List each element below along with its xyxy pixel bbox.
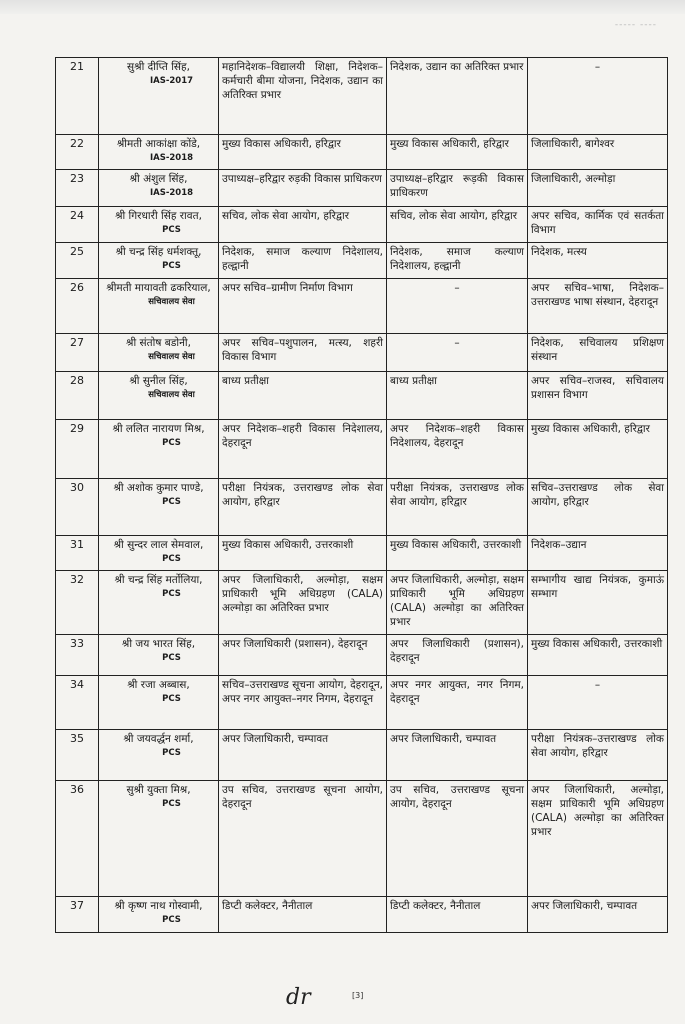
retained-posting: मुख्य विकास अधिकारी, उत्तरकाशी <box>387 536 528 571</box>
retained-posting: अपर जिलाधिकारी (प्रशासन), देहरादून <box>387 635 528 676</box>
new-posting: अपर सचिव, कार्मिक एवं सतर्कता विभाग <box>528 207 668 243</box>
new-posting: निदेशक–उद्यान <box>528 536 668 571</box>
officer-service: PCS <box>162 653 181 663</box>
officer-name: श्री जयवर्द्धन शर्मा, <box>123 733 194 745</box>
new-posting: परीक्षा नियंत्रक–उत्तराखण्ड लोक सेवा आयोग, हरिद्वार <box>528 730 668 781</box>
table-row <box>56 243 668 279</box>
retained-posting: – <box>387 279 528 334</box>
officer-cell <box>99 897 219 933</box>
new-posting: निदेशक, मत्स्य <box>528 243 668 279</box>
serial-number: 27 <box>56 334 99 372</box>
officer-name: श्री सुन्दर लाल सेमवाल, <box>113 539 204 551</box>
officer-cell <box>99 571 219 635</box>
current-posting: बाध्य प्रतीक्षा <box>219 372 387 420</box>
new-posting: जिलाधिकारी, अल्मोड़ा <box>528 170 668 207</box>
officer-name: श्रीमती मायावती ढकरियाल, <box>106 282 211 294</box>
officer-name: श्री रजा अब्बास, <box>127 679 190 691</box>
officer-cell <box>99 420 219 479</box>
officer-name: श्री सुनील सिंह, <box>129 375 188 387</box>
serial-number: 25 <box>56 243 99 279</box>
officer-cell <box>99 781 219 897</box>
officer-name: श्री चन्द्र सिंह धर्मशक्तू, <box>115 246 202 258</box>
officer-cell <box>99 536 219 571</box>
table-row <box>56 420 668 479</box>
serial-number: 22 <box>56 135 99 170</box>
retained-posting: निदेशक, समाज कल्याण निदेशालय, हल्द्वानी <box>387 243 528 279</box>
officer-service: IAS-2018 <box>149 153 194 163</box>
officer-service: PCS <box>162 554 181 564</box>
retained-posting: बाध्य प्रतीक्षा <box>387 372 528 420</box>
serial-number: 32 <box>56 571 99 635</box>
officer-name: श्री गिरधारी सिंह रावत, <box>115 210 202 222</box>
new-posting: निदेशक, सचिवालय प्रशिक्षण संस्थान <box>528 334 668 372</box>
table-row <box>56 781 668 897</box>
officer-name: श्रीमती आकांक्षा कोंडे, <box>116 138 201 150</box>
officer-cell <box>99 279 219 334</box>
officer-cell <box>99 334 219 372</box>
new-posting: मुख्य विकास अधिकारी, हरिद्वार <box>528 420 668 479</box>
table-row <box>56 135 668 170</box>
officer-service: PCS <box>162 589 181 599</box>
serial-number: 37 <box>56 897 99 933</box>
serial-number: 36 <box>56 781 99 897</box>
officer-cell <box>99 58 219 135</box>
current-posting: उप सचिव, उत्तराखण्ड सूचना आयोग, देहरादून <box>219 781 387 897</box>
officer-service: सचिवालय सेवा <box>148 297 195 307</box>
signature: dr <box>286 985 311 1010</box>
new-posting: मुख्य विकास अधिकारी, उत्तरकाशी <box>528 635 668 676</box>
top-edge <box>0 0 685 14</box>
serial-number: 34 <box>56 676 99 730</box>
serial-number: 30 <box>56 479 99 536</box>
retained-posting: अपर जिलाधिकारी, अल्मोड़ा, सक्षम प्राधिकारी भूमि अधिग्रहण (CALA) अल्मोड़ा का अतिरिक्त प्रभार <box>387 571 528 635</box>
retained-posting: निदेशक, उद्यान का अतिरिक्त प्रभार <box>387 58 528 135</box>
current-posting: निदेशक, समाज कल्याण निदेशालय, हल्द्वानी <box>219 243 387 279</box>
officer-name: श्री संतोष बडोनी, <box>126 337 191 349</box>
serial-number: 31 <box>56 536 99 571</box>
table-row <box>56 676 668 730</box>
current-posting: डिप्टी कलेक्टर, नैनीताल <box>219 897 387 933</box>
officer-cell <box>99 243 219 279</box>
officer-cell <box>99 170 219 207</box>
serial-number: 28 <box>56 372 99 420</box>
officer-cell <box>99 135 219 170</box>
officer-service: PCS <box>162 261 181 271</box>
current-posting: मुख्य विकास अधिकारी, हरिद्वार <box>219 135 387 170</box>
current-posting: अपर जिलाधिकारी (प्रशासन), देहरादून <box>219 635 387 676</box>
current-posting: उपाध्यक्ष–हरिद्वार रुड़की विकास प्राधिकरण <box>219 170 387 207</box>
table-row <box>56 536 668 571</box>
serial-number: 35 <box>56 730 99 781</box>
serial-number: 29 <box>56 420 99 479</box>
serial-number: 21 <box>56 58 99 135</box>
officer-service: PCS <box>162 438 181 448</box>
officer-cell <box>99 479 219 536</box>
officer-name: श्री अंशुल सिंह, <box>129 173 188 185</box>
new-posting: – <box>528 676 668 730</box>
current-posting: अपर जिलाधिकारी, अल्मोड़ा, सक्षम प्राधिकारी भूमि अधिग्रहण (CALA) अल्मोड़ा का अतिरिक्त प्रभार <box>219 571 387 635</box>
table-row <box>56 279 668 334</box>
officer-service: PCS <box>162 915 181 925</box>
retained-posting: सचिव, लोक सेवा आयोग, हरिद्वार <box>387 207 528 243</box>
table-row <box>56 635 668 676</box>
new-posting: – <box>528 58 668 135</box>
new-posting: अपर सचिव–भाषा, निदेशक–उत्तराखण्ड भाषा संस्थान, देहरादून <box>528 279 668 334</box>
officer-cell <box>99 207 219 243</box>
header-smudge: ----- ---- <box>614 20 657 30</box>
serial-number: 24 <box>56 207 99 243</box>
current-posting: परीक्षा नियंत्रक, उत्तराखण्ड लोक सेवा आयोग, हरिद्वार <box>219 479 387 536</box>
page-footer <box>0 985 685 1015</box>
officer-service: सचिवालय सेवा <box>148 390 195 400</box>
current-posting: महानिदेशक–विद्यालयी शिक्षा, निदेशक–कर्मचारी बीमा योजना, निदेशक, उद्यान का अतिरिक्त प्रभार <box>219 58 387 135</box>
officer-service: IAS-2017 <box>149 76 194 86</box>
current-posting: मुख्य विकास अधिकारी, उत्तरकाशी <box>219 536 387 571</box>
table-row <box>56 479 668 536</box>
officer-service: PCS <box>162 694 181 704</box>
officer-cell <box>99 372 219 420</box>
table-row <box>56 730 668 781</box>
officer-cell <box>99 635 219 676</box>
new-posting: अपर जिलाधिकारी, अल्मोड़ा, सक्षम प्राधिकारी भूमि अधिग्रहण (CALA) अल्मोड़ा का अतिरिक्त प्रभार <box>528 781 668 897</box>
new-posting: सचिव–उत्तराखण्ड लोक सेवा आयोग, हरिद्वार <box>528 479 668 536</box>
new-posting: जिलाधिकारी, बागेश्वर <box>528 135 668 170</box>
retained-posting: अपर नगर आयुक्त, नगर निगम, देहरादून <box>387 676 528 730</box>
page-number: [3] <box>352 991 364 1000</box>
retained-posting: उपाध्यक्ष–हरिद्वार रूड़की विकास प्राधिकरण <box>387 170 528 207</box>
current-posting: सचिव–उत्तराखण्ड सूचना आयोग, देहरादून, अपर नगर आयुक्त–नगर निगम, देहरादून <box>219 676 387 730</box>
officer-cell <box>99 676 219 730</box>
table-row <box>56 58 668 135</box>
officer-service: IAS-2018 <box>149 188 194 198</box>
officer-name: श्री कृष्ण नाथ गोस्वामी, <box>114 900 203 912</box>
officer-name: श्री चन्द्र सिंह मर्तोलिया, <box>114 574 203 586</box>
officer-service: PCS <box>162 748 181 758</box>
officer-name: श्री जय भारत सिंह, <box>121 638 196 650</box>
retained-posting: डिप्टी कलेक्टर, नैनीताल <box>387 897 528 933</box>
current-posting: अपर जिलाधिकारी, चम्पावत <box>219 730 387 781</box>
table-row <box>56 897 668 933</box>
serial-number: 33 <box>56 635 99 676</box>
officer-cell <box>99 730 219 781</box>
officer-service: PCS <box>162 225 181 235</box>
retained-posting: – <box>387 334 528 372</box>
officer-service: PCS <box>162 497 181 507</box>
table-row <box>56 207 668 243</box>
serial-number: 26 <box>56 279 99 334</box>
current-posting: अपर सचिव–पशुपालन, मत्स्य, शहरी विकास विभाग <box>219 334 387 372</box>
table-row <box>56 170 668 207</box>
officer-name: श्री अशोक कुमार पाण्डे, <box>113 482 204 494</box>
table-body <box>56 58 668 933</box>
retained-posting: अपर निदेशक–शहरी विकास निदेशालय, देहरादून <box>387 420 528 479</box>
serial-number: 23 <box>56 170 99 207</box>
current-posting: सचिव, लोक सेवा आयोग, हरिद्वार <box>219 207 387 243</box>
table-row <box>56 372 668 420</box>
retained-posting: मुख्य विकास अधिकारी, हरिद्वार <box>387 135 528 170</box>
new-posting: अपर जिलाधिकारी, चम्पावत <box>528 897 668 933</box>
new-posting: अपर सचिव–राजस्व, सचिवालय प्रशासन विभाग <box>528 372 668 420</box>
current-posting: अपर सचिव–ग्रामीण निर्माण विभाग <box>219 279 387 334</box>
new-posting: सम्भागीय खाद्य नियंत्रक, कुमाऊं सम्भाग <box>528 571 668 635</box>
current-posting: अपर निदेशक–शहरी विकास निदेशालय, देहरादून <box>219 420 387 479</box>
officer-name: श्री ललित नारायण मिश्र, <box>112 423 205 435</box>
officer-service: PCS <box>162 799 181 809</box>
retained-posting: अपर जिलाधिकारी, चम्पावत <box>387 730 528 781</box>
officer-name: सुश्री युक्ता मिश्र, <box>126 784 191 796</box>
retained-posting: उप सचिव, उत्तराखण्ड सूचना आयोग, देहरादून <box>387 781 528 897</box>
retained-posting: परीक्षा नियंत्रक, उत्तराखण्ड लोक सेवा आयोग, हरिद्वार <box>387 479 528 536</box>
officer-service: सचिवालय सेवा <box>148 352 195 362</box>
officer-name: सुश्री दीप्ति सिंह, <box>127 61 190 73</box>
table-row <box>56 334 668 372</box>
transfer-table <box>55 57 668 933</box>
table-row <box>56 571 668 635</box>
